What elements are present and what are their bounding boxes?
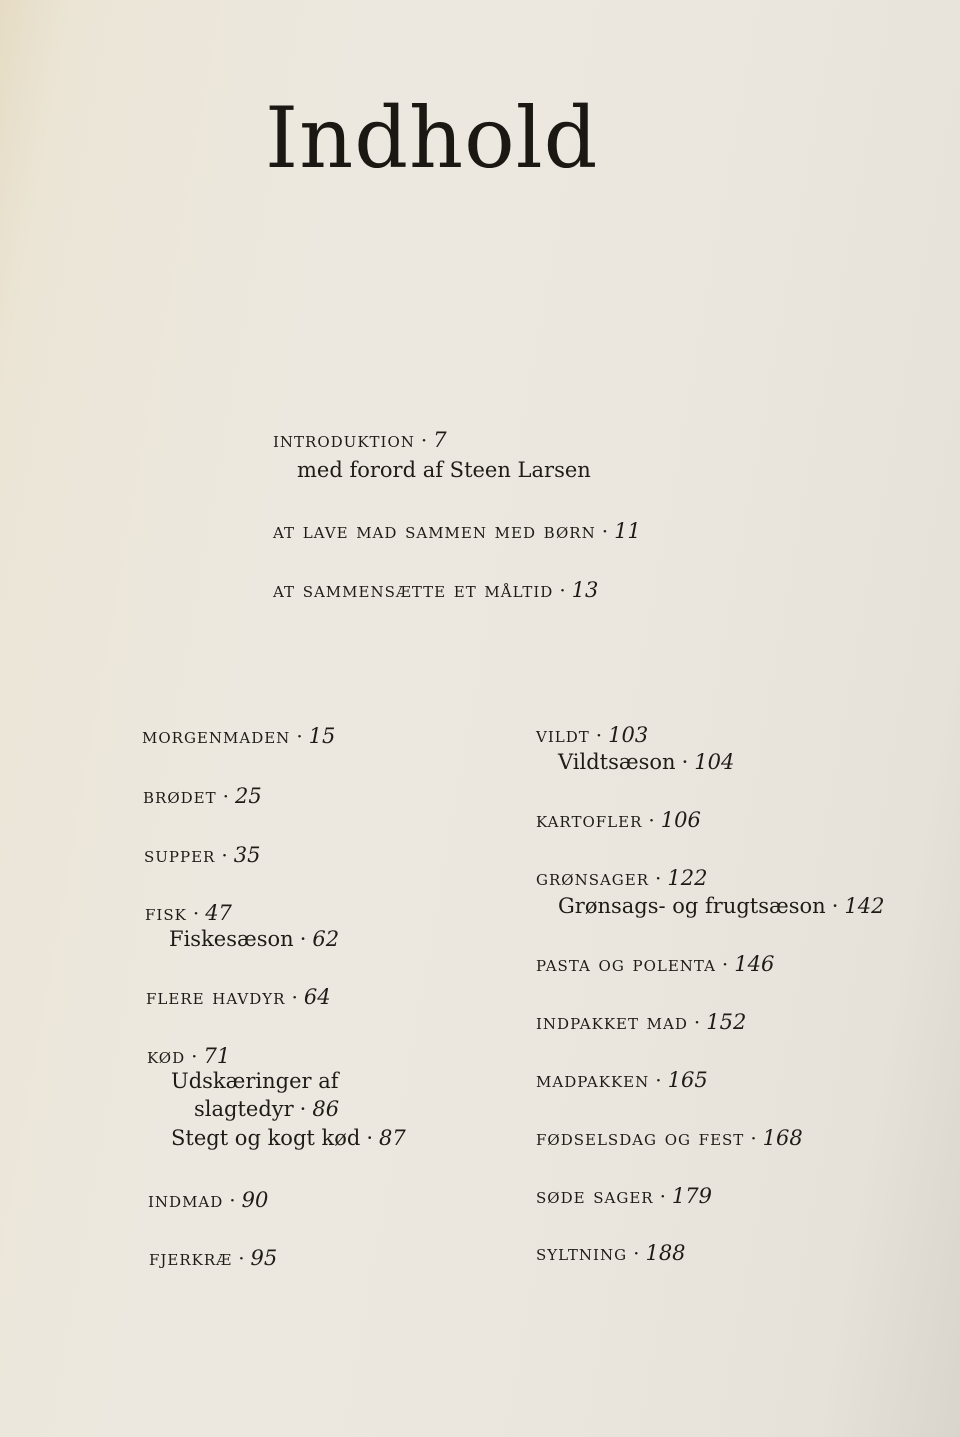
toc-entry-madpakken: madpakken · 165 (536, 1068, 708, 1092)
toc-subtitle-forord: med forord af Steen Larsen (297, 458, 591, 482)
toc-subentry-udskaeringer: Udskæringer af (171, 1069, 339, 1093)
toc-entry-fisk: fisk · 47 (145, 901, 232, 925)
toc-entry-page: 25 (234, 784, 262, 808)
toc-entry-page: 86 (312, 1097, 340, 1121)
toc-entry-label: Fiskesæson (169, 927, 294, 951)
toc-entry-page: 122 (667, 866, 708, 890)
toc-entry-page: 47 (205, 901, 232, 925)
toc-entry-gronsager: grønsager · 122 (536, 866, 708, 890)
toc-entry-label: slagtedyr (194, 1097, 294, 1121)
toc-entry-label: indmad (148, 1188, 224, 1212)
toc-entry-page: 142 (844, 894, 885, 918)
toc-entry-page: 106 (660, 808, 701, 832)
toc-entry-label: syltning (536, 1241, 628, 1265)
toc-entry-page: 104 (694, 750, 735, 774)
toc-entry-morgenmaden: morgenmaden · 15 (142, 724, 336, 748)
toc-entry-indmad: indmad · 90 (148, 1188, 269, 1212)
toc-entry-page: 13 (571, 578, 599, 602)
toc-entry-page: 35 (233, 843, 261, 867)
toc-subentry-vildtsaeson: Vildtsæson · 104 (558, 750, 735, 774)
toc-entry-label: kød (147, 1044, 186, 1068)
toc-subentry-slagtedyr: slagtedyr · 86 (194, 1097, 340, 1121)
toc-entry-page: 103 (608, 723, 649, 747)
toc-entry-page: 168 (762, 1126, 803, 1150)
toc-entry-label: flere havdyr (146, 985, 286, 1009)
toc-entry-label: Grønsags- og frugtsæson (558, 894, 826, 918)
toc-entry-label: fødselsdag og fest (536, 1126, 745, 1150)
toc-entry-label: brødet (143, 784, 217, 808)
toc-entry-label: madpakken (536, 1068, 650, 1092)
toc-entry-page: 188 (645, 1241, 686, 1265)
toc-entry-introduktion: introduktion · 7 (273, 428, 447, 452)
toc-entry-label: indpakket mad (536, 1010, 688, 1034)
toc-entry-label: vildt (536, 723, 590, 747)
toc-entry-supper: supper · 35 (144, 843, 261, 867)
toc-entry-label: introduktion (273, 428, 415, 452)
toc-subentry-frugtsaeson: Grønsags- og frugtsæson · 142 (558, 894, 885, 918)
toc-entry-label: Stegt og kogt kød (171, 1126, 361, 1150)
toc-entry-label: morgenmaden (142, 724, 291, 748)
toc-entry-label: pasta og polenta (536, 952, 716, 976)
toc-entry-page: 15 (308, 724, 336, 748)
toc-entry-vildt: vildt · 103 (536, 723, 649, 747)
toc-entry-label: grønsager (536, 866, 650, 890)
toc-entry-kartofler: kartofler · 106 (536, 808, 701, 832)
toc-entry-page: 179 (671, 1184, 713, 1208)
toc-entry-page: 165 (667, 1068, 708, 1092)
toc-entry-label: kartofler (536, 808, 643, 832)
toc-entry-fodselsdag: fødselsdag og fest · 168 (536, 1126, 803, 1150)
toc-entry-kod: kød · 71 (147, 1044, 231, 1068)
toc-entry-syltning: syltning · 188 (536, 1241, 686, 1265)
toc-entry-born: at lave mad sammen med børn · 11 (273, 519, 641, 543)
toc-entry-brodet: brødet · 25 (143, 784, 262, 808)
toc-entry-page: 62 (312, 927, 340, 951)
toc-entry-page: 152 (706, 1010, 747, 1034)
toc-entry-sode: søde sager · 179 (536, 1184, 713, 1208)
toc-subentry-stegt: Stegt og kogt kød · 87 (171, 1126, 406, 1150)
toc-entry-label: at sammensætte et måltid (273, 578, 554, 602)
toc-entry-page: 95 (250, 1246, 278, 1270)
toc-entry-page: 7 (433, 428, 447, 452)
toc-entry-label: fisk (145, 901, 187, 925)
page-title: Indhold (265, 89, 599, 187)
toc-entry-page: 90 (241, 1188, 269, 1212)
toc-entry-label: supper (144, 843, 216, 867)
toc-entry-maltid: at sammensætte et måltid · 13 (273, 578, 599, 602)
toc-entry-label: søde sager (536, 1184, 654, 1208)
toc-entry-page: 71 (203, 1044, 231, 1068)
toc-entry-fjerkrae: fjerkræ · 95 (149, 1246, 278, 1270)
toc-entry-page: 146 (734, 952, 775, 976)
toc-entry-label: fjerkræ (149, 1246, 233, 1270)
toc-entry-label: Vildtsæson (558, 750, 676, 774)
toc-entry-pasta: pasta og polenta · 146 (536, 952, 775, 976)
toc-entry-havdyr: flere havdyr · 64 (146, 985, 331, 1009)
toc-entry-label: at lave mad sammen med børn (273, 519, 596, 543)
toc-entry-indpakket: indpakket mad · 152 (536, 1010, 747, 1034)
toc-subentry-fiskesaeson: Fiskesæson · 62 (169, 927, 340, 951)
toc-entry-page: 64 (303, 985, 331, 1009)
toc-entry-page: 11 (614, 519, 641, 543)
toc-entry-page: 87 (379, 1126, 406, 1150)
